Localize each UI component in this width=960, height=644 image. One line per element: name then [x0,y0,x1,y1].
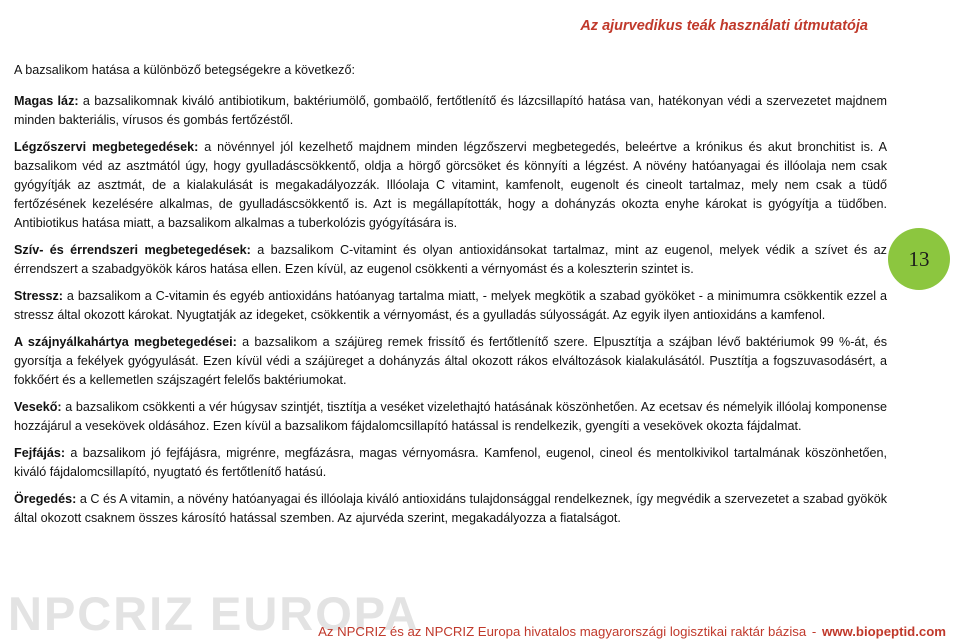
paragraph-label: Szív- és érrendszeri megbetegedések: [14,243,251,257]
paragraph-label: A szájnyálkahártya megbetegedései: [14,335,237,349]
paragraph-text: a C és A vitamin, a növény hatóanyagai és illóolaja kiváló antioxidáns tulajdonsággal rendelkeznek, így megvédik a szervezetet a szabad gyökök által okozott csaknem összes károsító hatással szemben. Az ajurvéda szerint, megakadályozza a fiatalságot. [14,492,887,525]
paragraph-label: Légzőszervi megbetegedések: [14,140,199,154]
paragraph-aging [14,490,887,528]
paragraph-cardiovascular [14,241,887,279]
paragraph-label: Fejfájás: [14,446,66,460]
paragraph-oral-mucosa [14,333,887,390]
paragraph-text: a bazsalikomnak kiváló antibiotikum, baktériumölő, gombaölő, fertőtlenítő és lázcsillapító hatása van, hatékonyan védi a szervezetet majdnem minden bakteriális, vírusos és gombás fertőzéstől. [14,94,887,127]
document-header-title: Az ajurvedikus teák használati útmutatója [580,18,868,34]
footer-url-link[interactable]: www.biopeptid.com [821,624,946,639]
footer [318,624,946,639]
page-number-badge: 13 [888,228,950,290]
paragraph-headache [14,444,887,482]
intro-text: A bazsalikom hatása a különböző betegségekre a következő: [14,63,355,77]
paragraph-text: a növénnyel jól kezelhető majdnem minden légzőszervi megbetegedés, beleértve a krónikus és akut bronchitist is. A bazsalikom véd az asztmától úgy, hogy gyulladáscsökkentő, oldja a hörgő görcsöket és könnyíti a légzést. A növény hatóanyagai és illóolaja nem csak gyógyítják az asztmát, de a kialakulását is megakadályozzák. Illóolaja C vitamint, kamfenolt, eugenolt és cineolt tartalmaz, mely nem csak a tüdő fertőzésének kezelésére alkalmas, de gyulladáscsökkentő is. Azt is megállapították, hogy a dohányzás okozta enyhe károkat is gyógyítja a tüdőben. Antibiotikus hatása miatt, a bazsalikom alkalmas a tuberkolózis gyógyítására is. [14,140,887,230]
paragraph-text: a bazsalikom a C-vitamin és egyéb antioxidáns hatóanyag tartalma miatt, - melyek megkötik a szabad gyököket - a minimumra csökkentik ezzel a stressz által okozott károkat. Nyugtatják az idegeket, csökkentik a vérnyomást, és a gyulladás súlyosságát. Az egyik ilyen antioxidáns a kamfenol. [14,289,887,322]
paragraph-kidney-stone [14,398,887,436]
paragraph-fever [14,92,887,130]
paragraph-text: a bazsalikom a szájüreg remek frissítő és fertőtlenítő szere. Elpusztítja a szájban lévő baktériumok 99 %-át, és gyorsítja a fekélyek gyógyulását. Ezen kívül védi a szájüreget a dohányzás által okozott rákos elváltozások kialakulásától. Pusztítja a fogszuvasodásért, a fokkőért és a kellemetlen szájszagért felelős baktériumokat. [14,335,887,387]
paragraph-label: Magas láz: [14,94,79,108]
paragraph-label: Vesekő: [14,400,62,414]
document-body [14,61,887,536]
paragraph-text: a bazsalikom jó fejfájásra, migrénre, megfázásra, magas vérnyomásra. Kamfenol, eugenol, cineol és mentolkivikol tartalmának köszönhetően, kiváló fájdalomcsillapító, nyugtató és fertőtlenítő hatású. [14,446,887,479]
paragraph-text: a bazsalikom csökkenti a vér húgysav szintjét, tisztítja a veséket vizelethajtó hatásának köszönhetően. Az ecetsav és némelyik illóolaj komponense hozzájárul a vesekövek oldásához. Ezen kívül a bazsalikom fájdalomcsillapító hatással is rendelkezik, gyengíti a vesekövek okozta fájdalmat. [14,400,887,433]
paragraph-text: a bazsalikom C-vitamint és olyan antioxidánsokat tartalmaz, mint az eugenol, melyek védik a szívet és az érrendszert a szabadgyökök káros hatása ellen. Ezen kívül, az eugenol csökkenti a vérnyomást és a koleszterin szintet is. [14,243,887,276]
paragraph-label: Öregedés: [14,492,77,506]
paragraph-respiratory [14,138,887,233]
paragraph-stress [14,287,887,325]
footer-separator: - [811,624,817,639]
paragraph-label: Stressz: [14,289,63,303]
watermark-text: NPCRIZ EUROPA [8,587,420,640]
footer-text: Az NPCRIZ és az NPCRIZ Europa hivatalos magyarországi logisztikai raktár bázisa [318,624,807,639]
